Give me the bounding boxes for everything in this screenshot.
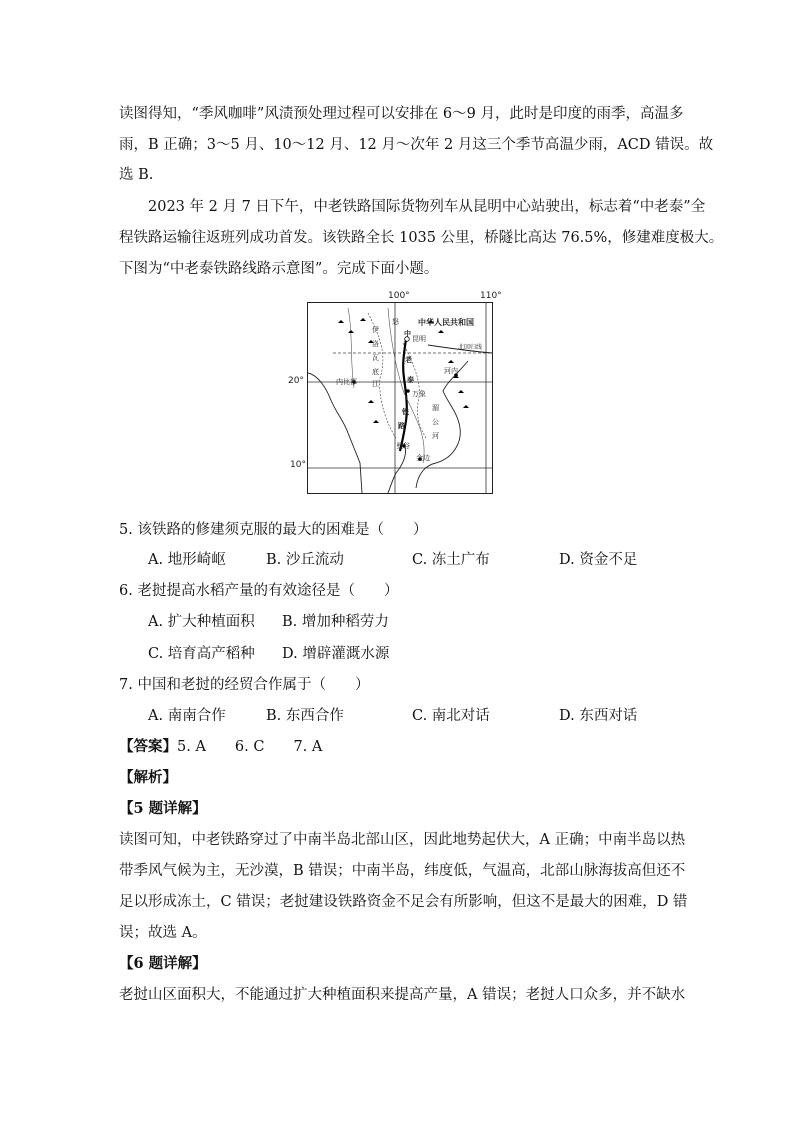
q7-option-b: B. 东西合作: [266, 708, 344, 724]
map-bangkok-label: 曼谷: [396, 442, 410, 450]
map-luo-label: 洛: [372, 340, 379, 348]
q7-stem: 7. 中国和老挝的经贸合作属于（ ）: [119, 677, 370, 693]
map-wa-label: 瓦: [372, 354, 379, 362]
intro-line2: 程铁路运输往返班列成功首发。该铁路全长 1035 公里，桥隧比高达 76.5%，修建难度极大。: [119, 230, 724, 246]
railway-map: [307, 302, 493, 494]
map-gong-label: 公: [432, 418, 439, 426]
analysis-label: 【解析】: [119, 769, 177, 786]
map-phnompenh-label: 金边: [416, 454, 430, 462]
map-lu-label: 路: [398, 422, 405, 430]
detail5-label: 【5 题详解】: [119, 800, 207, 817]
map-zhong-label: 中: [404, 330, 411, 338]
lon-100-label: 100°: [388, 291, 410, 301]
map-tropic-label: 北回归线: [458, 344, 483, 351]
map-lao-label: 老: [405, 356, 412, 364]
answer-text: 5. A 6. C 7. A: [177, 739, 323, 755]
para1-line2: 雨，B 正确；3～5 月、10～12 月、12 月～次年 2 月这三个季节高温少雨，ACD 错误。故: [119, 137, 714, 153]
q7-option-a: A. 南南合作: [148, 708, 226, 724]
detail6-line1: 老挝山区面积大，不能通过扩大种植面积来提高产量，A 错误；老挝人口众多，并不缺水: [119, 987, 686, 1003]
q6-stem: 6. 老挝提高水稻产量的有效途径是（ ）: [119, 583, 399, 599]
detail5-line3: 足以形成冻土，C 错误；老挝建设铁路资金不足会有所影响，但这不是最大的困难，D 错: [119, 894, 688, 910]
q5-option-d: D. 资金不足: [559, 552, 638, 568]
map-yi-label: 伊: [372, 326, 379, 334]
map-di-label: 底: [372, 368, 379, 376]
q7-option-d: D. 东西对话: [559, 708, 638, 724]
map-jiang-label: 江: [372, 380, 379, 388]
q5-option-b: B. 沙丘流动: [266, 552, 344, 568]
map-tie-label: 铁: [402, 408, 409, 416]
map-tai-label: 泰: [407, 376, 414, 384]
q5-stem: 5. 该铁路的修建须克服的最大的困难是（ ）: [119, 522, 428, 538]
map-nu-label: 怒: [392, 318, 399, 326]
map-kunming-label: 昆明: [412, 335, 426, 343]
q7-option-c: C. 南北对话: [412, 708, 490, 724]
para1-line3: 选 B.: [119, 167, 154, 183]
q6-option-d: D. 增辟灌溉水源: [282, 646, 390, 662]
q6-option-b: B. 增加种稻劳力: [282, 614, 389, 630]
lat-20-label: 20°: [288, 376, 304, 386]
map-he-label: 河: [432, 432, 439, 440]
detail5-line2: 带季风气候为主，无沙漠，B 错误；中南半岛，纬度低，气温高，北部山脉海拔高但还不: [119, 863, 686, 879]
detail5-line1: 读图可知，中老铁路穿过了中南半岛北部山区，因此地势起伏大，A 正确；中南半岛以热: [119, 832, 686, 848]
map-vientiane-label: 万象: [412, 390, 426, 398]
map-mei-label: 湄: [432, 404, 439, 412]
intro-line3: 下图为“中老泰铁路线路示意图”。完成下面小题。: [119, 261, 439, 277]
q6-option-a: A. 扩大种植面积: [148, 614, 255, 630]
q5-option-c: C. 冻土广布: [412, 552, 490, 568]
answer-label: 【答案】: [119, 738, 177, 755]
answer-line: [119, 737, 679, 757]
q6-option-c: C. 培育高产稻种: [148, 646, 255, 662]
para1-line1: 读图得知，“季风咖啡”风渍预处理过程可以安排在 6～9 月，此时是印度的雨季，高温多: [119, 106, 684, 122]
map-hanoi-label: 河内: [444, 367, 458, 375]
detail6-label: 【6 题详解】: [119, 955, 207, 972]
intro-line1: 2023 年 2 月 7 日下午，中老铁路国际货物列车从昆明中心站驶出，标志着“中老泰”全: [148, 199, 706, 215]
q5-option-a: A. 地形崎岖: [148, 552, 226, 568]
lon-110-label: 110°: [480, 291, 502, 301]
lat-10-label: 10°: [290, 460, 306, 470]
map-naypyidaw-label: 内比都: [336, 378, 357, 386]
map-drawing: [308, 303, 492, 493]
detail5-line4: 误；故选 A。: [119, 925, 207, 941]
map-country-label: 中华人民共和国: [418, 318, 474, 327]
